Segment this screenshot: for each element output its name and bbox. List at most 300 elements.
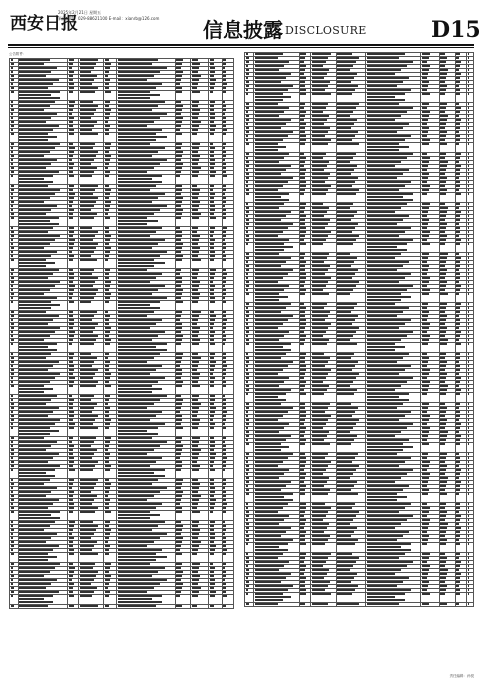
text-placeholder [11, 91, 14, 93]
text-placeholder [440, 143, 447, 145]
table-cell [79, 301, 104, 311]
table-cell [68, 133, 79, 143]
text-placeholder [300, 119, 304, 121]
table-cell [455, 443, 466, 453]
text-placeholder [69, 87, 74, 89]
text-placeholder [210, 205, 215, 207]
text-placeholder [118, 369, 156, 371]
text-placeholder [69, 289, 74, 291]
text-placeholder [468, 423, 469, 425]
text-placeholder [255, 281, 278, 283]
text-placeholder [118, 483, 152, 485]
text-placeholder [69, 449, 74, 451]
text-placeholder [422, 203, 430, 205]
text-placeholder [118, 441, 167, 443]
text-placeholder [19, 529, 44, 531]
text-placeholder [69, 373, 73, 375]
text-placeholder [367, 357, 403, 359]
text-placeholder [192, 571, 198, 573]
table-cell [311, 243, 336, 253]
text-placeholder [118, 255, 160, 257]
text-placeholder [312, 327, 328, 329]
text-placeholder [255, 189, 278, 191]
text-placeholder [19, 541, 46, 543]
text-placeholder [422, 69, 429, 71]
text-placeholder [118, 105, 158, 107]
text-placeholder [456, 153, 461, 155]
text-placeholder [19, 101, 54, 103]
table-cell [18, 327, 67, 331]
text-placeholder [312, 189, 328, 191]
table-cell [79, 385, 104, 395]
text-placeholder [80, 213, 97, 215]
text-placeholder [69, 277, 74, 279]
text-placeholder [468, 339, 469, 341]
text-placeholder [176, 209, 183, 211]
text-placeholder [440, 243, 445, 245]
text-placeholder [255, 439, 286, 441]
text-placeholder [468, 153, 469, 155]
text-placeholder [105, 105, 109, 107]
text-placeholder [337, 119, 357, 121]
text-placeholder [105, 381, 109, 383]
text-placeholder [105, 151, 109, 153]
text-placeholder [337, 407, 358, 409]
text-placeholder [312, 181, 325, 183]
text-placeholder [312, 569, 329, 571]
text-placeholder [80, 163, 91, 165]
text-placeholder [69, 491, 74, 493]
text-placeholder [118, 583, 160, 585]
text-placeholder [456, 435, 461, 437]
text-placeholder [192, 323, 197, 325]
text-placeholder [312, 173, 330, 175]
text-placeholder [422, 215, 427, 217]
text-placeholder [300, 177, 304, 179]
text-placeholder [69, 83, 75, 85]
text-placeholder [223, 423, 225, 425]
text-placeholder [337, 227, 355, 229]
text-placeholder [468, 489, 470, 491]
text-placeholder [367, 296, 411, 298]
text-placeholder [246, 265, 250, 267]
text-placeholder [176, 575, 182, 577]
text-placeholder [210, 63, 214, 65]
table-cell [117, 343, 175, 353]
text-placeholder [19, 189, 60, 191]
text-placeholder [176, 109, 182, 111]
text-placeholder [367, 243, 407, 245]
text-placeholder [80, 231, 98, 233]
table-cell [455, 193, 466, 203]
text-placeholder [246, 211, 249, 213]
text-placeholder [19, 419, 60, 421]
text-placeholder [255, 507, 283, 509]
text-placeholder [19, 559, 47, 561]
text-placeholder [223, 121, 226, 123]
text-placeholder [223, 175, 226, 177]
table-cell [467, 343, 474, 353]
text-placeholder [312, 265, 330, 267]
text-placeholder [11, 189, 14, 191]
text-placeholder [312, 411, 325, 413]
newspaper-logo: 西安日报 [10, 14, 78, 34]
text-placeholder [312, 465, 328, 467]
text-placeholder [176, 239, 180, 241]
text-placeholder [118, 75, 154, 77]
text-placeholder [105, 315, 111, 317]
text-placeholder [422, 161, 429, 163]
text-placeholder [456, 185, 460, 187]
table-cell [336, 193, 366, 203]
text-placeholder [246, 403, 250, 405]
text-placeholder [105, 571, 109, 573]
text-placeholder [118, 545, 147, 547]
text-placeholder [69, 197, 74, 199]
text-placeholder [118, 163, 160, 165]
text-placeholder [80, 105, 99, 107]
text-placeholder [118, 133, 156, 135]
text-placeholder [192, 437, 200, 439]
text-placeholder [69, 437, 73, 439]
text-placeholder [105, 441, 110, 443]
table-row [10, 63, 234, 67]
text-placeholder [210, 155, 214, 157]
text-placeholder [105, 465, 111, 467]
text-placeholder [337, 339, 350, 341]
text-placeholder [210, 83, 215, 85]
text-placeholder [105, 159, 110, 161]
text-placeholder [440, 189, 447, 191]
text-placeholder [312, 481, 327, 483]
text-placeholder [176, 343, 181, 345]
text-placeholder [440, 185, 445, 187]
text-placeholder [118, 415, 156, 417]
text-placeholder [367, 153, 413, 155]
text-placeholder [19, 423, 54, 425]
text-placeholder [118, 571, 158, 573]
text-placeholder [300, 131, 304, 133]
text-placeholder [422, 465, 429, 467]
text-placeholder [255, 369, 283, 371]
table-cell [175, 91, 191, 101]
text-placeholder [468, 89, 469, 91]
text-placeholder [223, 259, 226, 261]
table-cell [10, 595, 19, 605]
text-placeholder [11, 549, 14, 551]
text-placeholder [312, 177, 328, 179]
text-placeholder [468, 485, 470, 487]
text-placeholder [367, 323, 405, 325]
text-placeholder [422, 435, 428, 437]
text-placeholder [300, 457, 306, 459]
table-cell [421, 343, 439, 353]
text-placeholder [367, 143, 399, 145]
text-placeholder [367, 389, 395, 391]
text-placeholder [312, 319, 325, 321]
text-placeholder [210, 365, 215, 367]
text-placeholder [468, 281, 469, 283]
text-placeholder [118, 499, 147, 501]
text-placeholder [255, 89, 288, 91]
text-placeholder [192, 129, 198, 131]
text-placeholder [210, 167, 214, 169]
text-placeholder [19, 307, 51, 309]
text-placeholder [367, 339, 401, 341]
text-placeholder [312, 89, 325, 91]
text-placeholder [246, 481, 249, 483]
text-placeholder [337, 165, 357, 167]
table-cell [467, 293, 474, 303]
text-placeholder [210, 403, 214, 405]
text-placeholder [223, 331, 225, 333]
text-placeholder [456, 503, 460, 505]
text-placeholder [176, 381, 183, 383]
text-placeholder [210, 79, 216, 81]
text-placeholder [19, 415, 47, 417]
text-placeholder [118, 559, 156, 561]
text-placeholder [80, 113, 94, 115]
table-cell [299, 343, 310, 353]
text-placeholder [192, 357, 201, 359]
text-placeholder [440, 277, 445, 279]
text-placeholder [19, 369, 47, 371]
text-placeholder [337, 157, 353, 159]
text-placeholder [19, 91, 60, 93]
text-placeholder [69, 297, 73, 299]
text-placeholder [246, 311, 250, 313]
text-placeholder [300, 273, 306, 275]
text-placeholder [105, 503, 110, 505]
text-placeholder [19, 433, 49, 435]
text-placeholder [312, 307, 324, 309]
text-placeholder [468, 561, 469, 563]
text-placeholder [440, 427, 445, 429]
text-placeholder [210, 465, 213, 467]
text-placeholder [192, 507, 197, 509]
text-placeholder [456, 273, 460, 275]
text-placeholder [255, 565, 285, 567]
text-placeholder [118, 94, 160, 96]
text-placeholder [422, 177, 428, 179]
text-placeholder [367, 177, 397, 179]
text-placeholder [468, 523, 469, 525]
text-placeholder [367, 349, 395, 351]
text-placeholder [255, 511, 278, 513]
text-placeholder [192, 91, 200, 93]
text-placeholder [300, 215, 306, 217]
text-placeholder [246, 381, 249, 383]
text-placeholder [456, 277, 460, 279]
text-placeholder [246, 569, 250, 571]
text-placeholder [118, 129, 162, 131]
text-placeholder [440, 269, 447, 271]
text-placeholder [69, 595, 75, 597]
text-placeholder [11, 247, 14, 249]
text-placeholder [255, 319, 288, 321]
text-placeholder [11, 507, 15, 509]
text-placeholder [367, 139, 405, 141]
text-placeholder [118, 479, 158, 481]
text-placeholder [300, 311, 305, 313]
text-placeholder [300, 535, 305, 537]
text-placeholder [176, 529, 182, 531]
text-placeholder [246, 469, 249, 471]
text-placeholder [210, 235, 213, 237]
text-placeholder [337, 489, 351, 491]
text-placeholder [337, 539, 358, 541]
text-placeholder [80, 591, 94, 593]
text-placeholder [440, 81, 445, 83]
text-placeholder [19, 171, 58, 173]
text-placeholder [255, 415, 283, 417]
page-number: D15 [431, 17, 481, 43]
text-placeholder [312, 323, 331, 325]
table-cell [117, 251, 175, 255]
text-placeholder [210, 259, 214, 261]
table-cell [299, 193, 310, 203]
text-placeholder [468, 385, 469, 387]
text-placeholder [192, 143, 200, 145]
text-placeholder [300, 327, 304, 329]
text-placeholder [255, 185, 283, 187]
table-cell [311, 343, 336, 353]
text-placeholder [192, 227, 198, 229]
text-placeholder [192, 483, 200, 485]
text-placeholder [300, 193, 304, 195]
text-placeholder [210, 343, 215, 345]
text-placeholder [456, 443, 459, 445]
text-placeholder [367, 203, 407, 205]
text-placeholder [80, 159, 94, 161]
text-placeholder [468, 215, 470, 217]
table-cell [222, 469, 233, 479]
text-placeholder [19, 511, 60, 513]
text-placeholder [192, 479, 198, 481]
text-placeholder [337, 303, 357, 305]
text-placeholder [11, 587, 15, 589]
text-placeholder [11, 399, 13, 401]
text-placeholder [312, 435, 327, 437]
text-placeholder [367, 377, 413, 379]
text-placeholder [422, 223, 428, 225]
text-placeholder [300, 427, 305, 429]
table-cell [104, 91, 117, 101]
text-placeholder [440, 469, 446, 471]
text-placeholder [11, 419, 14, 421]
table-cell [117, 91, 175, 101]
text-placeholder [312, 369, 331, 371]
text-placeholder [468, 177, 469, 179]
text-placeholder [300, 223, 304, 225]
text-placeholder [223, 437, 226, 439]
text-placeholder [69, 579, 73, 581]
text-placeholder [19, 399, 51, 401]
text-placeholder [312, 331, 326, 333]
text-placeholder [422, 557, 429, 559]
text-placeholder [312, 489, 330, 491]
text-placeholder [422, 419, 429, 421]
text-placeholder [210, 339, 214, 341]
table-cell [117, 427, 175, 437]
text-placeholder [223, 449, 226, 451]
text-placeholder [176, 189, 181, 191]
text-placeholder [255, 135, 288, 137]
text-placeholder [210, 445, 215, 447]
text-placeholder [456, 393, 460, 395]
text-placeholder [223, 587, 226, 589]
text-placeholder [312, 539, 328, 541]
table-cell [222, 385, 233, 395]
text-placeholder [19, 133, 47, 135]
text-placeholder [312, 419, 328, 421]
text-placeholder [300, 539, 304, 541]
text-placeholder [255, 357, 281, 359]
text-placeholder [176, 67, 181, 69]
text-placeholder [223, 353, 226, 355]
text-placeholder [118, 327, 150, 329]
text-placeholder [422, 485, 427, 487]
text-placeholder [105, 101, 110, 103]
text-placeholder [255, 131, 293, 133]
table-cell [18, 143, 67, 147]
table-cell [18, 465, 67, 469]
text-placeholder [468, 289, 470, 291]
text-placeholder [223, 101, 225, 103]
text-placeholder [312, 61, 326, 63]
text-placeholder [176, 277, 182, 279]
table-cell [336, 243, 366, 253]
table-cell [104, 175, 117, 185]
text-placeholder [105, 361, 111, 363]
table-cell [245, 243, 254, 253]
text-placeholder [176, 437, 182, 439]
text-placeholder [422, 389, 428, 391]
text-placeholder [105, 63, 111, 65]
table-cell [439, 443, 455, 453]
text-placeholder [210, 549, 215, 551]
text-placeholder [105, 175, 110, 177]
text-placeholder [118, 391, 152, 393]
text-placeholder [223, 343, 225, 345]
text-placeholder [223, 231, 226, 233]
text-placeholder [118, 472, 154, 474]
text-placeholder [19, 121, 46, 123]
text-placeholder [176, 301, 183, 303]
text-placeholder [105, 487, 110, 489]
text-placeholder [11, 537, 13, 539]
text-placeholder [19, 545, 58, 547]
table-cell [245, 193, 254, 203]
text-placeholder [300, 431, 305, 433]
text-placeholder [468, 73, 469, 75]
text-placeholder [192, 453, 200, 455]
table-cell [209, 469, 222, 479]
text-placeholder [105, 247, 111, 249]
text-placeholder [192, 59, 198, 61]
text-placeholder [440, 415, 445, 417]
text-placeholder [456, 365, 460, 367]
text-placeholder [312, 511, 328, 513]
text-placeholder [69, 395, 73, 397]
text-placeholder [255, 231, 283, 233]
text-placeholder [19, 311, 46, 313]
text-placeholder [456, 511, 459, 513]
text-placeholder [19, 377, 54, 379]
text-placeholder [118, 201, 152, 203]
text-placeholder [105, 541, 109, 543]
text-placeholder [210, 521, 215, 523]
